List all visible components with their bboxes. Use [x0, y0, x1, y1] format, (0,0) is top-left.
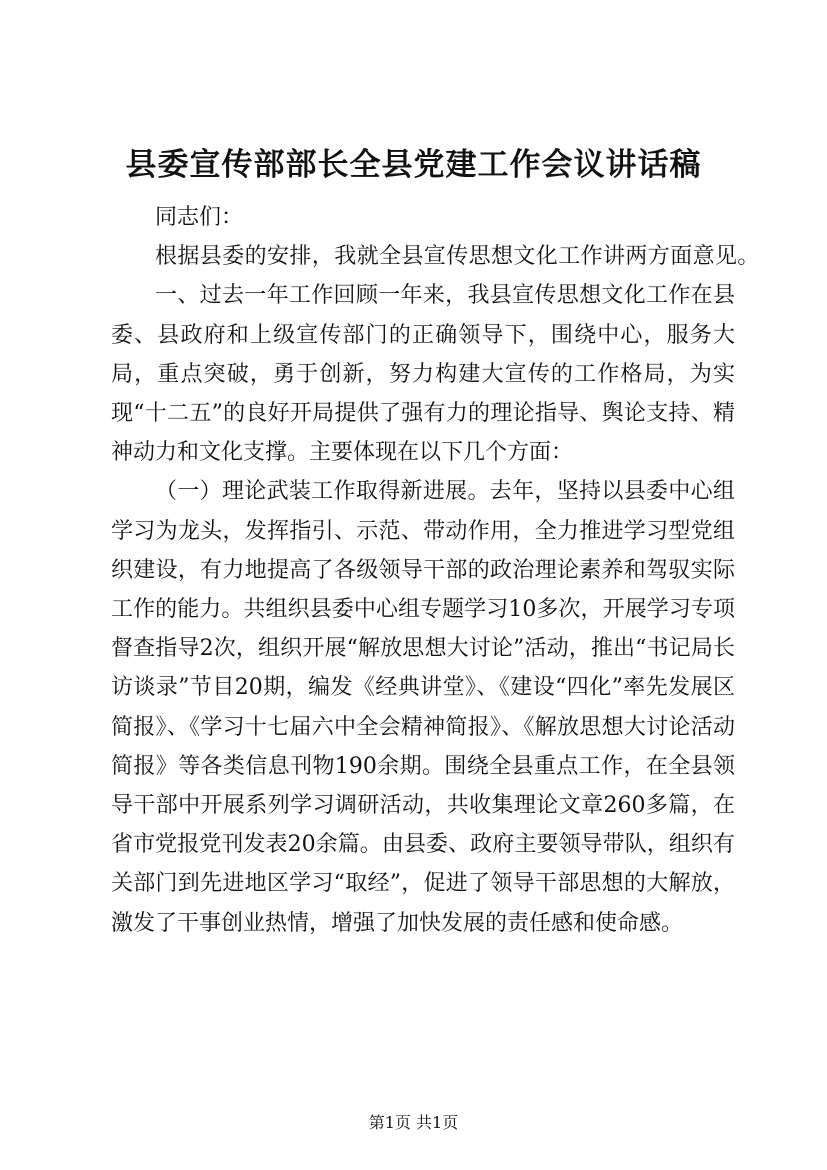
document-body — [111, 198, 760, 943]
document-title: 县委宣传部部长全县党建工作会议讲话稿 — [125, 147, 702, 183]
paragraph-intro: 根据县委的安排，我就全县宣传思想文化工作讲两方面意见。 — [155, 244, 760, 270]
salutation: 同志们： — [155, 205, 244, 230]
page-number-footer: 第1页 共1页 — [368, 1113, 459, 1132]
paragraph-theory: （一）理论武装工作取得新进展。去年，坚持以县委中心组学习为龙头，发挥指引、示范、带动作用，全力推进学习型党组织建设，有力地提高了各级领导干部的政治理论素养和驾驭实际工作的能力。共组织县委中心组专题学习10多次，开展学习专项督查指导2次，组织开展“解放思想大讨论”活动，推出“书记局长访谈录”节目20期，编发《经典讲堂》、《建设“四化”率先发展区简报》、《学习十七届六中全会精神简报》、《解放思想大讨论活动简报》等各类信息刊物190余期。围绕全县重点工作，在全县领导干部中开展系列学习调研活动，共收集理论文章260多篇，在省市党报党刊发表20余篇。由县委、政府主要领导带队，组织有关部门到先进地区学习“取经”，促进了领导干部思想的大解放，激发了干事创业热情，增强了加快发展的责任感和使命感。 — [111, 479, 735, 936]
paragraph-review: 一、过去一年工作回顾一年来，我县宣传思想文化工作在县委、县政府和上级宣传部门的正确领导下，围绕中心，服务大局，重点突破，勇于创新，努力构建大宣传的工作格局，为实现“十二五”的良好开局提供了强有力的理论指导、舆论支持、精神动力和文化支撑。主要体现在以下几个方面： — [111, 283, 735, 466]
